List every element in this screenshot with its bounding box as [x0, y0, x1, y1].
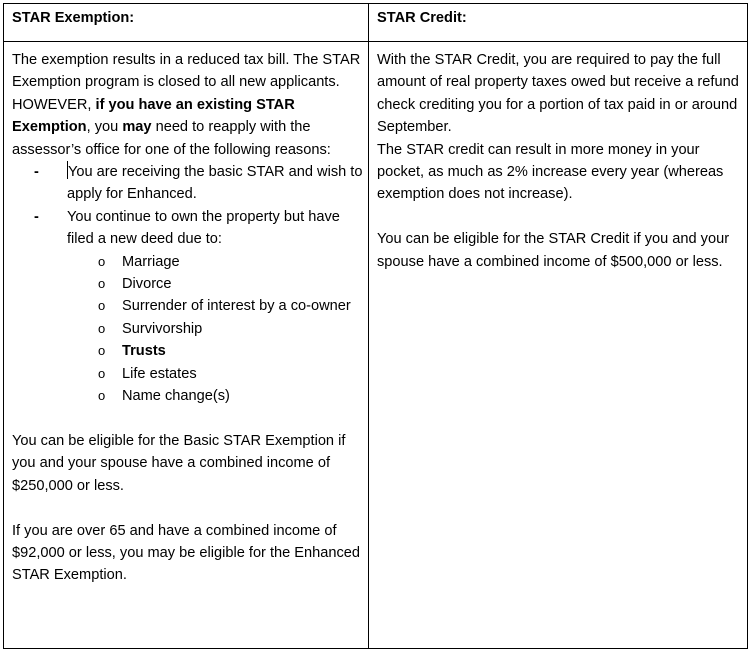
- star-credit-title: STAR Credit:: [377, 10, 467, 26]
- reason-item: [12, 206, 364, 251]
- deed-reason-item: [12, 340, 364, 362]
- header-cell-exemption: [4, 4, 369, 42]
- deed-reason-text: Name change(s): [122, 388, 230, 405]
- dash-bullet: -: [34, 164, 39, 181]
- circle-bullet-icon: o: [98, 343, 106, 359]
- deed-reason-item: [12, 385, 364, 407]
- credit-benefit-paragraph: The STAR credit can result in more money in your pocket, as much as 2% increase every year (whereas exemption does not increase).: [377, 141, 724, 203]
- exemption-content-cell: [4, 42, 369, 649]
- intro-bold-existing: if you have an existing STAR Exemption: [12, 96, 295, 136]
- intro-text-2: , you: [86, 119, 123, 136]
- enhanced-eligibility-paragraph: If you are over 65 and have a combined income of $92,000 or less, you may be eligible for the Enhanced STAR Exemption.: [12, 522, 361, 584]
- exemption-intro-paragraph: [12, 49, 364, 161]
- star-comparison-table: [3, 3, 748, 649]
- deed-reason-item: [12, 273, 364, 295]
- intro-text-3: need to reapply with the assessor’s office for one of the following reasons:: [12, 119, 331, 158]
- circle-bullet-icon: o: [98, 365, 106, 381]
- circle-bullet-icon: o: [98, 253, 106, 269]
- star-exemption-title: STAR Exemption:: [12, 10, 135, 26]
- credit-intro-paragraph: With the STAR Credit, you are required to pay the full amount of real property taxes owed but receive a refund check crediting you for a portion of tax paid in or around September.: [377, 52, 739, 136]
- circle-bullet-icon: o: [98, 276, 106, 292]
- deed-reason-item: [12, 318, 364, 340]
- circle-bullet-icon: o: [98, 298, 106, 314]
- deed-reason-text: Trusts: [122, 343, 166, 360]
- intro-bold-may: may: [122, 119, 152, 136]
- deed-reason-item: [12, 295, 364, 317]
- header-cell-credit: [369, 4, 748, 42]
- reasons-list: [12, 161, 364, 251]
- deed-reason-text: Survivorship: [122, 320, 203, 337]
- intro-text-1: The exemption results in a reduced tax bill. The STAR Exemption program is closed to all new applicants. HOWEVER,: [12, 52, 361, 113]
- deed-reason-text: Marriage: [122, 253, 180, 270]
- credit-content-cell: [369, 42, 748, 649]
- deed-reasons-list: [12, 251, 364, 408]
- header-row: [4, 4, 748, 42]
- credit-eligibility-paragraph: You can be eligible for the STAR Credit if you and your spouse have a combined income of $500,000 or less.: [377, 231, 730, 270]
- circle-bullet-icon: o: [98, 388, 106, 404]
- dash-bullet: -: [34, 208, 39, 225]
- deed-reason-item: [12, 363, 364, 385]
- basic-eligibility-paragraph: You can be eligible for the Basic STAR Exemption if you and your spouse have a combined income of $250,000 or less.: [12, 432, 346, 494]
- content-row: [4, 42, 748, 649]
- reason-text: You continue to own the property but have filed a new deed due to:: [67, 208, 340, 248]
- deed-reason-text: Life estates: [122, 365, 197, 382]
- circle-bullet-icon: o: [98, 320, 106, 336]
- reason-item: [12, 161, 364, 206]
- deed-reason-text: Divorce: [122, 276, 172, 293]
- deed-reason-item: [12, 251, 364, 273]
- deed-reason-text: Surrender of interest by a co-owner: [122, 298, 351, 315]
- reason-text: You are receiving the basic STAR and wish to apply for Enhanced.: [67, 164, 363, 203]
